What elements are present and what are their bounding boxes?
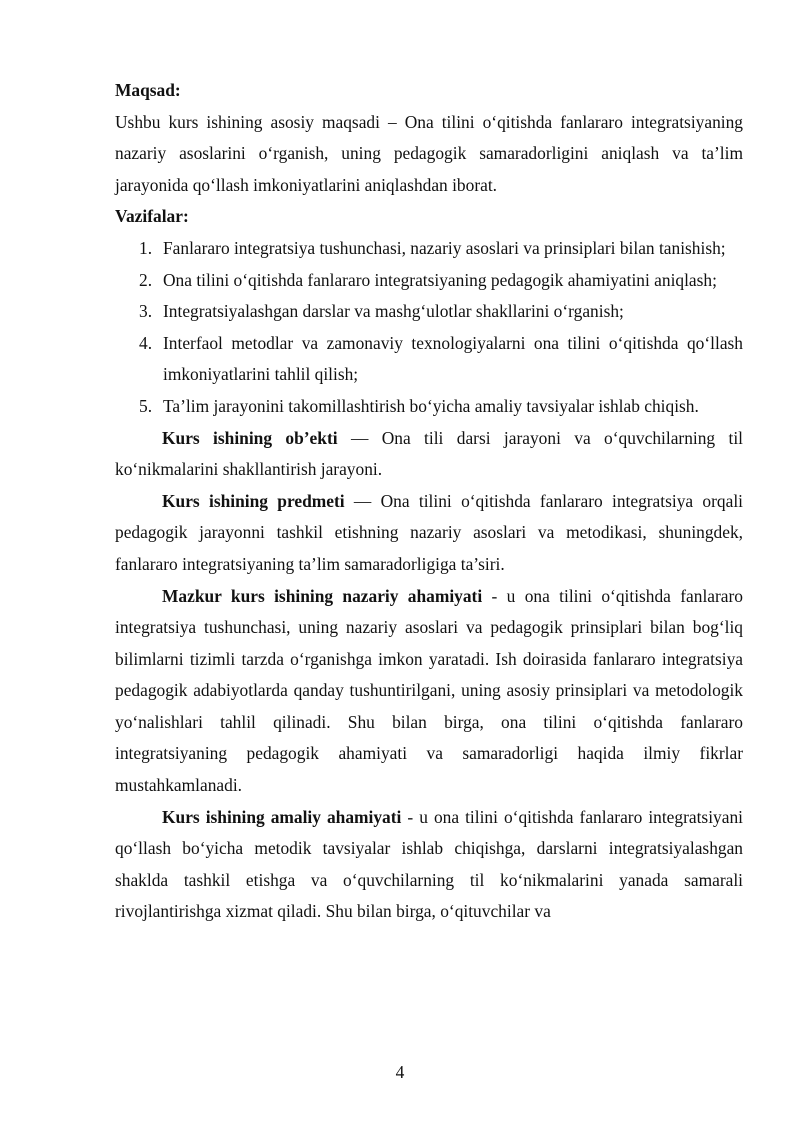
task-item — [115, 265, 743, 297]
task-number: 3. — [139, 301, 153, 322]
task-number: 4. — [139, 332, 153, 353]
goal-heading: Maqsad: — [115, 80, 181, 100]
object-paragraph — [115, 423, 743, 486]
document-page — [115, 75, 743, 928]
practical-label: Kurs ishining amaliy ahamiyati — [162, 806, 402, 827]
theoretical-label: Mazkur kurs ishining nazariy ahamiyati — [162, 585, 483, 606]
task-text: Ta’lim jarayonini takomillashtirish bo‘yicha amaliy tavsiyalar ishlab chiqish. — [163, 395, 699, 416]
task-number: 2. — [139, 269, 153, 290]
task-text: Fanlararo integratsiya tushunchasi, nazariy asoslari va prinsiplari bilan tanishish; — [163, 237, 726, 258]
task-number: 5. — [139, 395, 153, 416]
tasks-list — [115, 233, 743, 423]
task-item — [115, 233, 743, 265]
tasks-heading: Vazifalar: — [115, 206, 189, 227]
goal-text: Ushbu kurs ishining asosiy maqsadi – Ona tilini o‘qitishda fanlararo integratsiyaning nazariy asoslarini o‘rganish, uning pedagogik samaradorligini aniqlash va ta’lim jarayonida qo‘llash imkoniyatlarini aniqlashdan iborat. — [115, 111, 743, 195]
task-item — [115, 296, 743, 328]
subject-paragraph — [115, 486, 743, 581]
task-item — [115, 328, 743, 391]
theoretical-text: - u ona tilini o‘qitishda fanlararo integratsiya tushunchasi, uning nazariy asoslari va pedagogik prinsiplari bilan bog‘liq bilimlarni tizimli tarzda o‘rganishga imkon yaratadi. Ish doirasida fanlararo integratsiya pedagogik adabiyotlarda qanday tushuntirilgani, uning asosiy prinsiplari va metodologik yo‘nalishlari tahlil qilinadi. Shu bilan birga, ona tilini o‘qitishda fanlararo integratsiyaning pedagogik ahamiyati va samaradorligi haqida ilmiy fikrlar mustahkamlanadi. — [115, 585, 744, 796]
task-text: Interfaol metodlar va zamonaviy texnologiyalarni ona tilini o‘qitishda qo‘llash imkoniyatlarini tahlil qilish; — [163, 332, 743, 385]
practical-paragraph — [115, 802, 743, 928]
page-number: 4 — [395, 1062, 405, 1082]
task-item — [115, 391, 743, 423]
subject-label: Kurs ishining predmeti — [162, 490, 345, 511]
task-text: Integratsiyalashgan darslar va mashg‘ulotlar shakllarini o‘rganish; — [163, 301, 624, 322]
task-text: Ona tilini o‘qitishda fanlararo integratsiyaning pedagogik ahamiyatini aniqlash; — [163, 269, 717, 290]
theoretical-paragraph — [115, 581, 743, 802]
object-text: — Ona tili darsi jarayoni va o‘quvchilarning til ko‘nikmalarini shakllantirish jarayoni. — [115, 427, 743, 480]
object-label: Kurs ishining ob’ekti — [162, 427, 338, 448]
practical-text: - u ona tilini o‘qitishda fanlararo integratsiyani qo‘llash bo‘yicha metodik tavsiyalar ishlab chiqishga, darslarni integratsiyalashgan shaklda tashkil etishga va o‘quvchilarning til ko‘nikmalarini yanada samarali rivojlantirishga xizmat qiladi. Shu bilan birga, o‘qituvchilar va — [115, 806, 743, 922]
task-number: 1. — [139, 237, 153, 258]
subject-text: — Ona tilini o‘qitishda fanlararo integratsiya orqali pedagogik jarayonni tashkil etishning nazariy asoslari va metodikasi, shuningdek, fanlararo integratsiyaning ta’lim samaradorligiga ta’siri. — [115, 490, 744, 574]
